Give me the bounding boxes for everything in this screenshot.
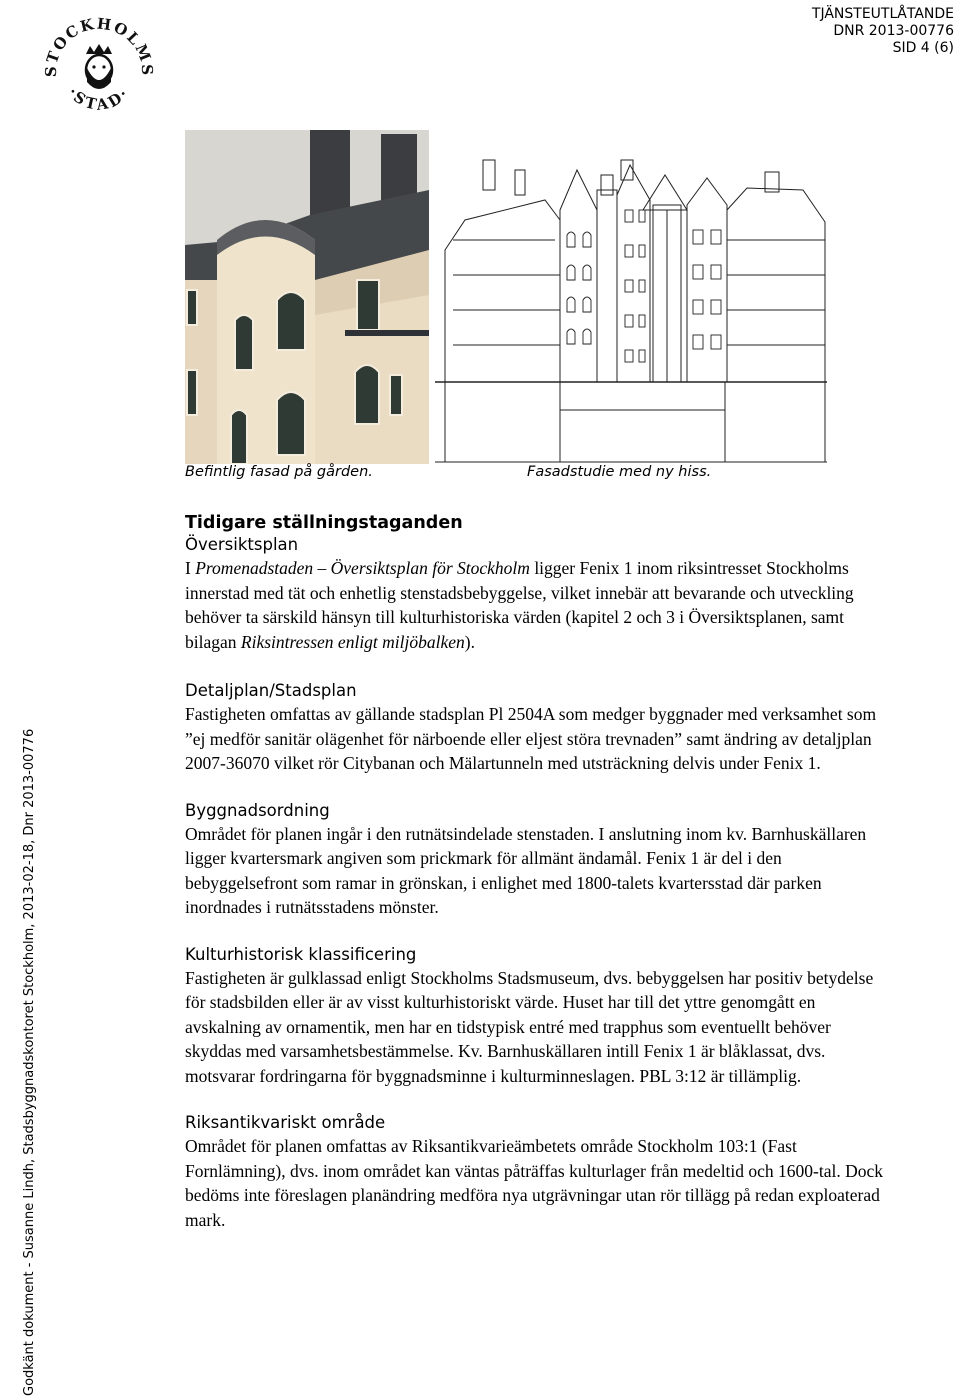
paragraph-detaljplan: Fastigheten omfattas av gällande stadsplan Pl 2504A som medger byggnader med verksamhet som ”ej medför sanitär olägenhet för närboende eller eljest störa trevnaden” samt ändring av detaljplan 2007-36070 vilket rör Citybanan och Mälartunneln med utsträckning delvis under Fenix 1. bbox=[185, 704, 877, 773]
heading-byggnadsordning: Byggnadsordning bbox=[185, 800, 330, 820]
document-number: DNR 2013-00776 bbox=[833, 23, 954, 39]
photo-caption: Befintlig fasad på gården. bbox=[185, 464, 373, 480]
facade-photo bbox=[185, 130, 429, 464]
section-heading: Tidigare ställningstaganden bbox=[185, 513, 463, 533]
drawing-caption: Fasadstudie med ny hiss. bbox=[527, 464, 712, 480]
approval-note: Godkänt dokument - Susanne Lindh, Stadsbyggnadskontoret Stockholm, 2013-02-18, Dnr 2013-00776 bbox=[22, 728, 37, 1396]
svg-text:·STAD·: ·STAD· bbox=[64, 83, 134, 114]
paragraph-kulturhistorisk: Fastigheten är gulklassad enligt Stockholms Stadsmuseum, dvs. bebyggelsen har positiv betydelse för stadsbilden eller är av visst kulturhistoriskt värde. Huset har till det yttre genomgått en avskalning av ornamentik, men har en tidstypisk entré med trapphus som eventuellt behöver skyddas med varsamhetsbestämmelse. Kv. Barnhuskällaren intill Fenix 1 är blåklassat, dvs. motsvarar fordringarna för byggnadsminne i kulturminneslagen. PBL 3:12 är tillämplig. bbox=[185, 967, 874, 1086]
page-number: SID 4 (6) bbox=[892, 40, 954, 56]
heading-detaljplan: Detaljplan/Stadsplan bbox=[185, 681, 357, 700]
classification: TJÄNSTEUTLÅTANDE bbox=[811, 6, 954, 22]
main-content bbox=[185, 512, 885, 1232]
document-header bbox=[812, 6, 954, 57]
heading-oversiktsplan: Översiktsplan bbox=[185, 535, 299, 554]
svg-text:STOCKHOLMS: STOCKHOLMS bbox=[41, 14, 157, 78]
heading-riksantikvariskt: Riksantikvariskt område bbox=[185, 1113, 386, 1132]
saint-erik-head-icon bbox=[86, 44, 112, 89]
paragraph-oversiktsplan: I Promenadstaden – Översiktsplan för Stockholm ligger Fenix 1 inom riksintresset Stockholms innerstad med tät och enhetlig stenstadsbebyggelse, vilket innebär att bevarande och utveckling behöver ta särskild hänsyn till kulturhistoriska värden (kapitel 2 och 3 i Översiktsplanen, samt bilagan Riksintressen enligt miljöbalken). bbox=[185, 558, 854, 652]
heading-kulturhistorisk: Kulturhistorisk klassificering bbox=[185, 944, 417, 964]
stockholms-stad-logo bbox=[40, 10, 158, 128]
paragraph-byggnadsordning: Området för planen ingår i den rutnätsindelade stenstaden. I anslutning inom kv. Barnhuskällaren ligger kvartersmark angiven som prickmark för allmänt ändamål. Fenix 1 är del i den bebyggelsefront som ramar in grönskan, i enlighet med 1800-talets kvartersstad där parken inordnades i rutnätsstadens mönster. bbox=[185, 823, 867, 917]
paragraph-riksantikvariskt: Området för planen omfattas av Riksantikvarieämbetets område Stockholm 103:1 (Fast Fornlämning), dvs. inom området kan väntas påträffas kulturlager från medeltid och 1600-tal. Dock bedöms inte föreslagen planändring medföra nya utgrävningar utan rör tillägg på redan exploaterad mark. bbox=[185, 1136, 884, 1230]
elevation-drawing bbox=[435, 150, 827, 466]
